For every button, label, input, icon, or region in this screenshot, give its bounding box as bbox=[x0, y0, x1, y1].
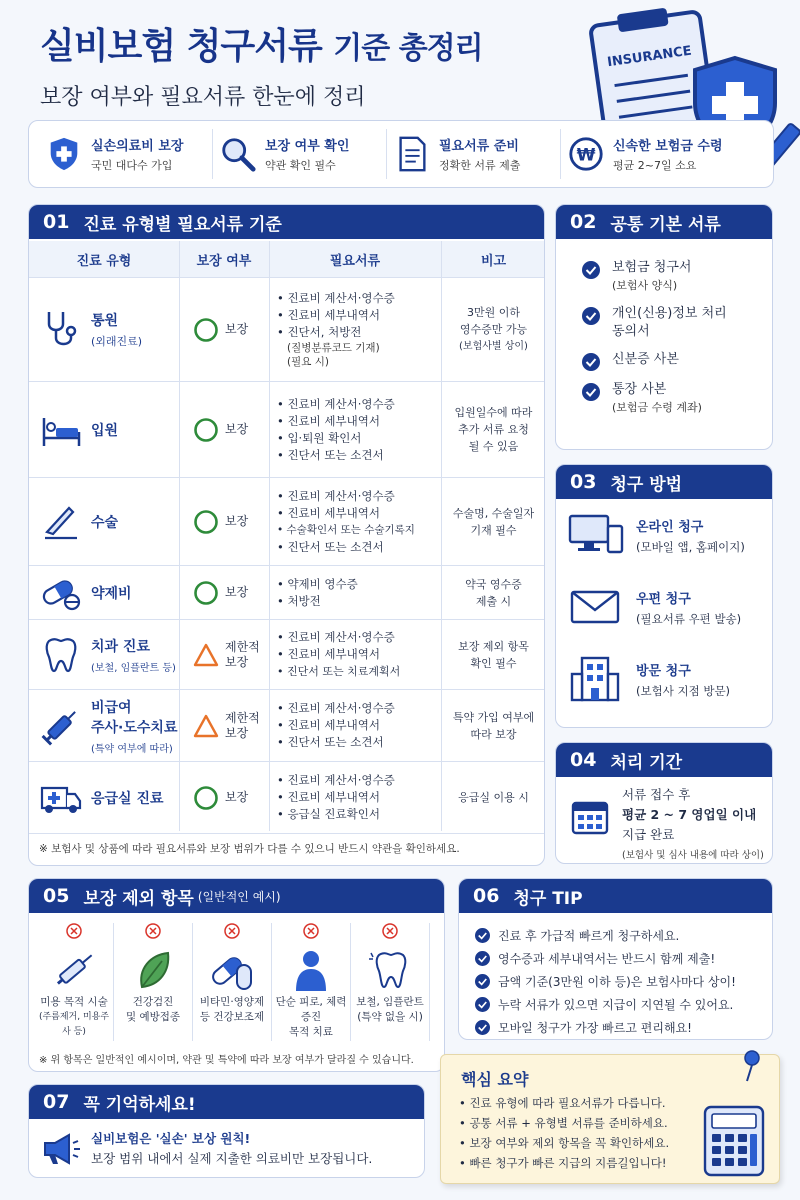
row-type-name: 비급여 bbox=[91, 699, 132, 716]
doc-item: • 처방전 bbox=[277, 593, 441, 610]
doc-item: • 진료비 계산서·영수증 bbox=[277, 629, 441, 646]
tired-person-icon bbox=[286, 947, 336, 993]
list-item: 누락 서류가 있으면 지급이 지연될 수 있어요. bbox=[475, 996, 772, 1013]
doc-item: • 진료비 세부내역서 bbox=[277, 307, 441, 324]
doc-subnote: (질병분류코드 기재) bbox=[287, 342, 380, 354]
list-item: 진료 후 가급적 빠르게 청구하세요. bbox=[475, 927, 772, 944]
section-header: 01 진료 유형별 필요서류 기준 bbox=[29, 205, 544, 239]
list-item: 모바일 청구가 가장 빠르고 편리해요! bbox=[475, 1019, 772, 1036]
doc-item: • 진단서 또는 소견서 bbox=[277, 539, 441, 556]
row-type-name: 약제비 bbox=[91, 585, 132, 602]
table-row bbox=[29, 565, 545, 619]
circle-covered-icon bbox=[193, 417, 219, 443]
doc-item: • 진료비 세부내역서 bbox=[277, 505, 441, 522]
doc-item: • 진단서, 처방전 bbox=[277, 324, 441, 341]
section-footnote: ※ 보험사 및 상품에 따라 필요서류와 보장 범위가 다를 수 있으니 반드시 약관을 확인하세요. bbox=[39, 843, 460, 855]
circle-covered-icon bbox=[193, 509, 219, 535]
doc-item: • 진단서 또는 치료계획서 bbox=[277, 663, 441, 680]
row-type-name: 입원 bbox=[91, 422, 119, 439]
page-subtitle: 보장 여부와 필요서류 한눈에 정리 bbox=[40, 85, 366, 110]
section-header: 03 청구 방법 bbox=[556, 465, 772, 499]
table-row bbox=[29, 619, 545, 689]
row-type-sub: (보철, 임플란트 등) bbox=[91, 662, 176, 674]
section-docs-by-type bbox=[28, 204, 545, 866]
syringe-icon bbox=[49, 947, 99, 993]
doc-item: • 입·퇴원 확인서 bbox=[277, 430, 441, 447]
list-item: 방문 청구 (보험사 지점 방문) bbox=[568, 643, 772, 715]
feature-title: 보장 여부 확인 bbox=[265, 139, 350, 154]
column-header: 진료 유형 bbox=[29, 241, 179, 277]
exclusion-item: 단순 피로, 체력증진 목적 치료 bbox=[272, 923, 351, 1041]
row-type-name: 응급실 진료 bbox=[91, 790, 164, 807]
feature-desc: 국민 대다수 가입 bbox=[91, 159, 173, 172]
tooth-icon bbox=[39, 633, 83, 677]
check-icon bbox=[475, 951, 490, 966]
section-common-docs bbox=[555, 204, 773, 450]
ambulance-icon bbox=[39, 776, 83, 820]
exclusion-item: 건강검진 및 예방접종 bbox=[114, 923, 193, 1041]
section-header: 06 청구 TIP bbox=[459, 879, 772, 913]
won-coin-icon bbox=[567, 135, 605, 173]
table-row bbox=[29, 277, 545, 381]
row-note: (보험사별 상이) bbox=[459, 341, 528, 352]
section-header: 07 꼭 기억하세요! bbox=[29, 1085, 424, 1119]
x-circle-icon bbox=[382, 923, 398, 939]
doc-item: • 진단서 또는 소견서 bbox=[277, 447, 441, 464]
check-icon bbox=[475, 974, 490, 989]
summary-item: • 진료 유형에 따라 필요서류가 다릅니다. bbox=[459, 1095, 665, 1111]
coverage-label: 제한적 bbox=[225, 639, 260, 654]
circle-covered-icon bbox=[193, 317, 219, 343]
coverage-label: 보장 bbox=[225, 790, 249, 804]
doc-item: • 진료비 계산서·영수증 bbox=[277, 700, 441, 717]
column-header: 보장 여부 bbox=[179, 241, 269, 277]
doc-item: • 진료비 계산서·영수증 bbox=[277, 290, 441, 307]
doc-item: • 진료비 세부내역서 bbox=[277, 789, 441, 806]
exclusion-item: 미용 목적 시술 (주름제거, 미용주사 등) bbox=[35, 923, 114, 1041]
doc-item: • 진료비 세부내역서 bbox=[277, 646, 441, 663]
processing-text: 지급 완료 bbox=[622, 827, 675, 842]
feature-title: 신속한 보험금 수령 bbox=[613, 139, 723, 154]
magnifier-icon bbox=[219, 135, 257, 173]
feature-desc: 정확한 서류 제출 bbox=[439, 159, 521, 172]
hospital-bed-icon bbox=[39, 408, 83, 452]
circle-covered-icon bbox=[193, 580, 219, 606]
exclusion-item: 보철, 임플란트 (특약 없을 시) bbox=[351, 923, 430, 1041]
row-type-name: 치과 진료 bbox=[91, 638, 150, 655]
list-item: 금액 기준(3만원 이하 등)은 보험사마다 상이! bbox=[475, 973, 772, 990]
remember-text: 보장 범위 내에서 실제 지출한 의료비만 보장됩니다. bbox=[91, 1151, 373, 1166]
row-note: 제출 시 bbox=[475, 594, 512, 608]
feature-check bbox=[213, 129, 387, 179]
table-row bbox=[29, 761, 545, 833]
building-icon bbox=[568, 654, 624, 704]
feature-payout bbox=[561, 129, 735, 179]
check-icon bbox=[475, 1020, 490, 1035]
row-note: 특약 가입 여부에 bbox=[452, 710, 535, 724]
doc-item: • 진료비 세부내역서 bbox=[277, 413, 441, 430]
doc-item: • 진료비 계산서·영수증 bbox=[277, 488, 441, 505]
document-icon bbox=[393, 135, 431, 173]
row-note: 3만원 이하 bbox=[467, 306, 520, 319]
summary-title: 핵심 요약 bbox=[461, 1070, 529, 1089]
doc-item: • 약제비 영수증 bbox=[277, 576, 441, 593]
row-note: 기재 필수 bbox=[470, 523, 517, 537]
triangle-limited-icon bbox=[193, 642, 219, 668]
tooth-icon bbox=[365, 947, 415, 993]
check-icon bbox=[582, 383, 600, 401]
summary-item: • 공통 서류 + 유형별 서류를 준비하세요. bbox=[459, 1115, 668, 1131]
row-type-name: 주사·도수치료 bbox=[91, 719, 178, 736]
list-item: 온라인 청구 (모바일 앱, 홈페이지) bbox=[568, 499, 772, 571]
doc-item: • 응급실 진료확인서 bbox=[277, 806, 441, 823]
coverage-label: 보장 bbox=[225, 422, 249, 436]
check-icon bbox=[582, 261, 600, 279]
coverage-label: 보장 bbox=[225, 725, 249, 740]
row-note: 영수증만 가능 bbox=[459, 323, 528, 336]
list-item: 통장 사본 (보험금 수령 계좌) bbox=[582, 381, 772, 417]
list-item: 신분증 사본 bbox=[582, 351, 772, 371]
processing-note: (보험사 및 심사 내용에 따라 상이) bbox=[622, 850, 764, 861]
remember-headline: 실비보험은 '실손' 보상 원칙! bbox=[91, 1131, 251, 1146]
coverage-label: 보장 bbox=[225, 654, 249, 669]
row-type-sub: (외래진료) bbox=[91, 335, 143, 348]
envelope-icon bbox=[568, 582, 624, 632]
row-type-name: 통원 bbox=[91, 313, 119, 329]
summary-item: • 빠른 청구가 빠른 지급의 지름길입니다! bbox=[459, 1155, 666, 1171]
check-icon bbox=[582, 353, 600, 371]
doc-item: • 진료비 세부내역서 bbox=[277, 717, 441, 734]
row-note: 입원일수에 따라 bbox=[454, 406, 533, 419]
feature-desc: 약관 확인 필수 bbox=[265, 159, 336, 172]
doc-item: • 진료비 계산서·영수증 bbox=[277, 396, 441, 413]
scalpel-icon bbox=[39, 500, 83, 544]
x-circle-icon bbox=[145, 923, 161, 939]
triangle-limited-icon bbox=[193, 713, 219, 739]
column-header: 비고 bbox=[441, 241, 545, 277]
table-row bbox=[29, 381, 545, 477]
section-processing-time bbox=[555, 742, 773, 864]
row-note: 보장 제외 항목 bbox=[458, 639, 529, 653]
coverage-label: 보장 bbox=[225, 585, 249, 599]
syringe-icon bbox=[39, 704, 83, 748]
doc-subnote: (필요 시) bbox=[287, 356, 329, 368]
calculator-icon bbox=[699, 1103, 769, 1179]
section-remember bbox=[28, 1084, 425, 1178]
pushpin-icon bbox=[737, 1049, 767, 1083]
row-note: 약국 영수증 bbox=[465, 577, 522, 591]
feature-title: 필요서류 준비 bbox=[439, 139, 519, 154]
list-item: 영수증과 세부내역서는 반드시 함께 제출! bbox=[475, 950, 772, 967]
x-circle-icon bbox=[66, 923, 82, 939]
row-note: 따라 보장 bbox=[470, 727, 517, 741]
insurance-badge-text: INSURANCE bbox=[606, 43, 693, 71]
capsule-icon bbox=[207, 947, 257, 993]
section-header: 05 보장 제외 항목 (일반적인 예시) bbox=[29, 879, 444, 913]
section-footnote: ※ 위 항목은 일반적인 예시이며, 약관 및 특약에 따라 보장 여부가 달라질 수 있습니다. bbox=[39, 1055, 414, 1066]
table-row bbox=[29, 689, 545, 761]
circle-covered-icon bbox=[193, 785, 219, 811]
section-exclusions bbox=[28, 878, 445, 1072]
feature-docs bbox=[387, 129, 561, 179]
summary-item: • 보장 여부와 제외 항목을 꼭 확인하세요. bbox=[459, 1135, 669, 1151]
svg-text:₩: ₩ bbox=[576, 145, 596, 166]
list-item: 개인(신용)정보 처리 동의서 bbox=[582, 305, 772, 341]
coverage-label: 제한적 bbox=[225, 710, 260, 725]
check-icon bbox=[475, 997, 490, 1012]
row-note: 수술명, 수술일자 bbox=[452, 506, 535, 520]
section-claim-tips bbox=[458, 878, 773, 1040]
doc-item: • 수술확인서 또는 수술기록지 bbox=[277, 522, 441, 539]
coverage-label: 보장 bbox=[225, 322, 249, 336]
list-item: 보험금 청구서 (보험사 양식) bbox=[582, 259, 772, 295]
row-note: 응급실 이용 시 bbox=[458, 791, 529, 804]
feature-desc: 평균 2~7일 소요 bbox=[613, 159, 697, 172]
column-header: 필요서류 bbox=[269, 241, 441, 277]
x-circle-icon bbox=[224, 923, 240, 939]
summary-note bbox=[440, 1054, 780, 1184]
feature-coverage bbox=[39, 129, 213, 179]
megaphone-icon bbox=[41, 1131, 81, 1167]
table-row bbox=[29, 477, 545, 565]
row-type-sub: (특약 여부에 따라) bbox=[91, 743, 173, 755]
coverage-label: 보장 bbox=[225, 514, 249, 528]
row-note: 될 수 있음 bbox=[468, 440, 519, 453]
stethoscope-icon bbox=[39, 308, 83, 352]
leaf-icon bbox=[128, 947, 178, 993]
check-icon bbox=[582, 307, 600, 325]
row-note: 추가 서류 요청 bbox=[458, 423, 529, 436]
processing-text: 서류 접수 후 bbox=[622, 787, 691, 802]
calendar-icon bbox=[570, 797, 610, 837]
processing-text: 평균 2 ~ 7 영업일 이내 bbox=[622, 807, 757, 822]
computer-phone-icon bbox=[568, 510, 624, 560]
check-icon bbox=[475, 928, 490, 943]
section-header: 02 공통 기본 서류 bbox=[556, 205, 772, 239]
x-circle-icon bbox=[303, 923, 319, 939]
list-item: 우편 청구 (필요서류 우편 발송) bbox=[568, 571, 772, 643]
doc-item: • 진단서 또는 소견서 bbox=[277, 734, 441, 751]
section-header: 04 처리 기간 bbox=[556, 743, 772, 777]
shield-plus-icon bbox=[45, 135, 83, 173]
row-note: 확인 필수 bbox=[470, 656, 517, 670]
row-type-name: 수술 bbox=[91, 514, 119, 531]
doc-item: • 진료비 계산서·영수증 bbox=[277, 772, 441, 789]
feature-title: 실손의료비 보장 bbox=[91, 139, 184, 154]
section-claim-methods bbox=[555, 464, 773, 728]
features-bar bbox=[28, 120, 774, 188]
exclusion-item: 비타민·영양제 등 건강보조제 bbox=[193, 923, 272, 1041]
page-title: 실비보험 청구서류 기준 총정리 bbox=[40, 26, 483, 67]
pill-icon bbox=[39, 571, 83, 615]
